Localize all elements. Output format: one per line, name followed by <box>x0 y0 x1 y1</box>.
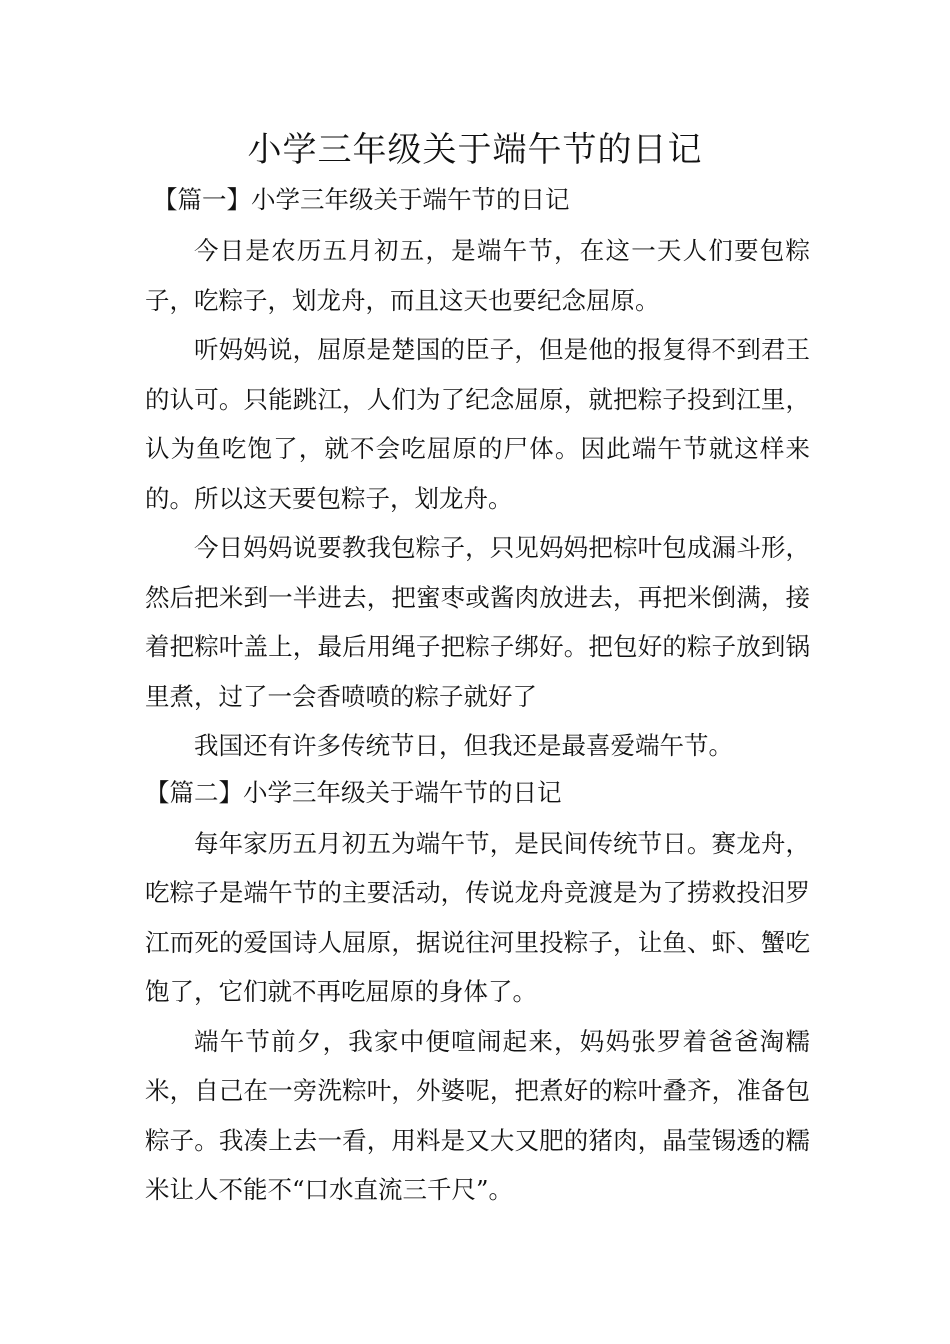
document-body <box>145 178 810 1215</box>
section-heading: 【篇一】小学三年级关于端午节的日记 <box>153 185 570 214</box>
paragraph: 今日是农历五月初五，是端午节，在这一天人们要包粽子，吃粽子，划龙舟，而且这天也要纪念屈原。 <box>145 236 810 315</box>
section-heading: 【篇二】小学三年级关于端午节的日记 <box>145 777 562 807</box>
diary-section-1 <box>145 178 810 771</box>
paragraph: 听妈妈说，屈原是楚国的臣子，但是他的报复得不到君王的认可。只能跳江，人们为了纪念屈原，就把粽子投到江里，认为鱼吃饱了，就不会吃屈原的尸体。因此端午节就这样来的。所以这天要包粽子，划龙舟。 <box>145 335 810 513</box>
paragraph: 每年家历五月初五为端午节，是民间传统节日。赛龙舟，吃粽子是端午节的主要活动，传说龙舟竞渡是为了捞救投汨罗江而死的爱国诗人屈原，据说往河里投粽子，让鱼、虾、蟹吃饱了，它们就不再吃屈原的身体了。 <box>145 828 810 1006</box>
paragraph: 我国还有许多传统节日，但我还是最喜爱端午节。 <box>194 731 733 760</box>
document-title: 小学三年级关于端午节的日记 <box>247 130 703 170</box>
diary-section-2 <box>145 771 810 1215</box>
paragraph: 端午节前夕，我家中便喧闹起来，妈妈张罗着爸爸淘糯米，自己在一旁洗粽叶，外婆呢，把煮好的粽叶叠齐，准备包粽子。我凑上去一看，用料是又大又肥的猪肉，晶莹锡透的糯米让人不能不“口水直流三千尺”。 <box>145 1026 810 1204</box>
paragraph: 今日妈妈说要教我包粽子，只见妈妈把棕叶包成漏斗形，然后把米到一半进去，把蜜枣或酱肉放进去，再把米倒满，接着把粽叶盖上，最后用绳子把粽子绑好。把包好的粽子放到锅里煮，过了一会香喷喷的粽子就好了 <box>145 533 810 711</box>
